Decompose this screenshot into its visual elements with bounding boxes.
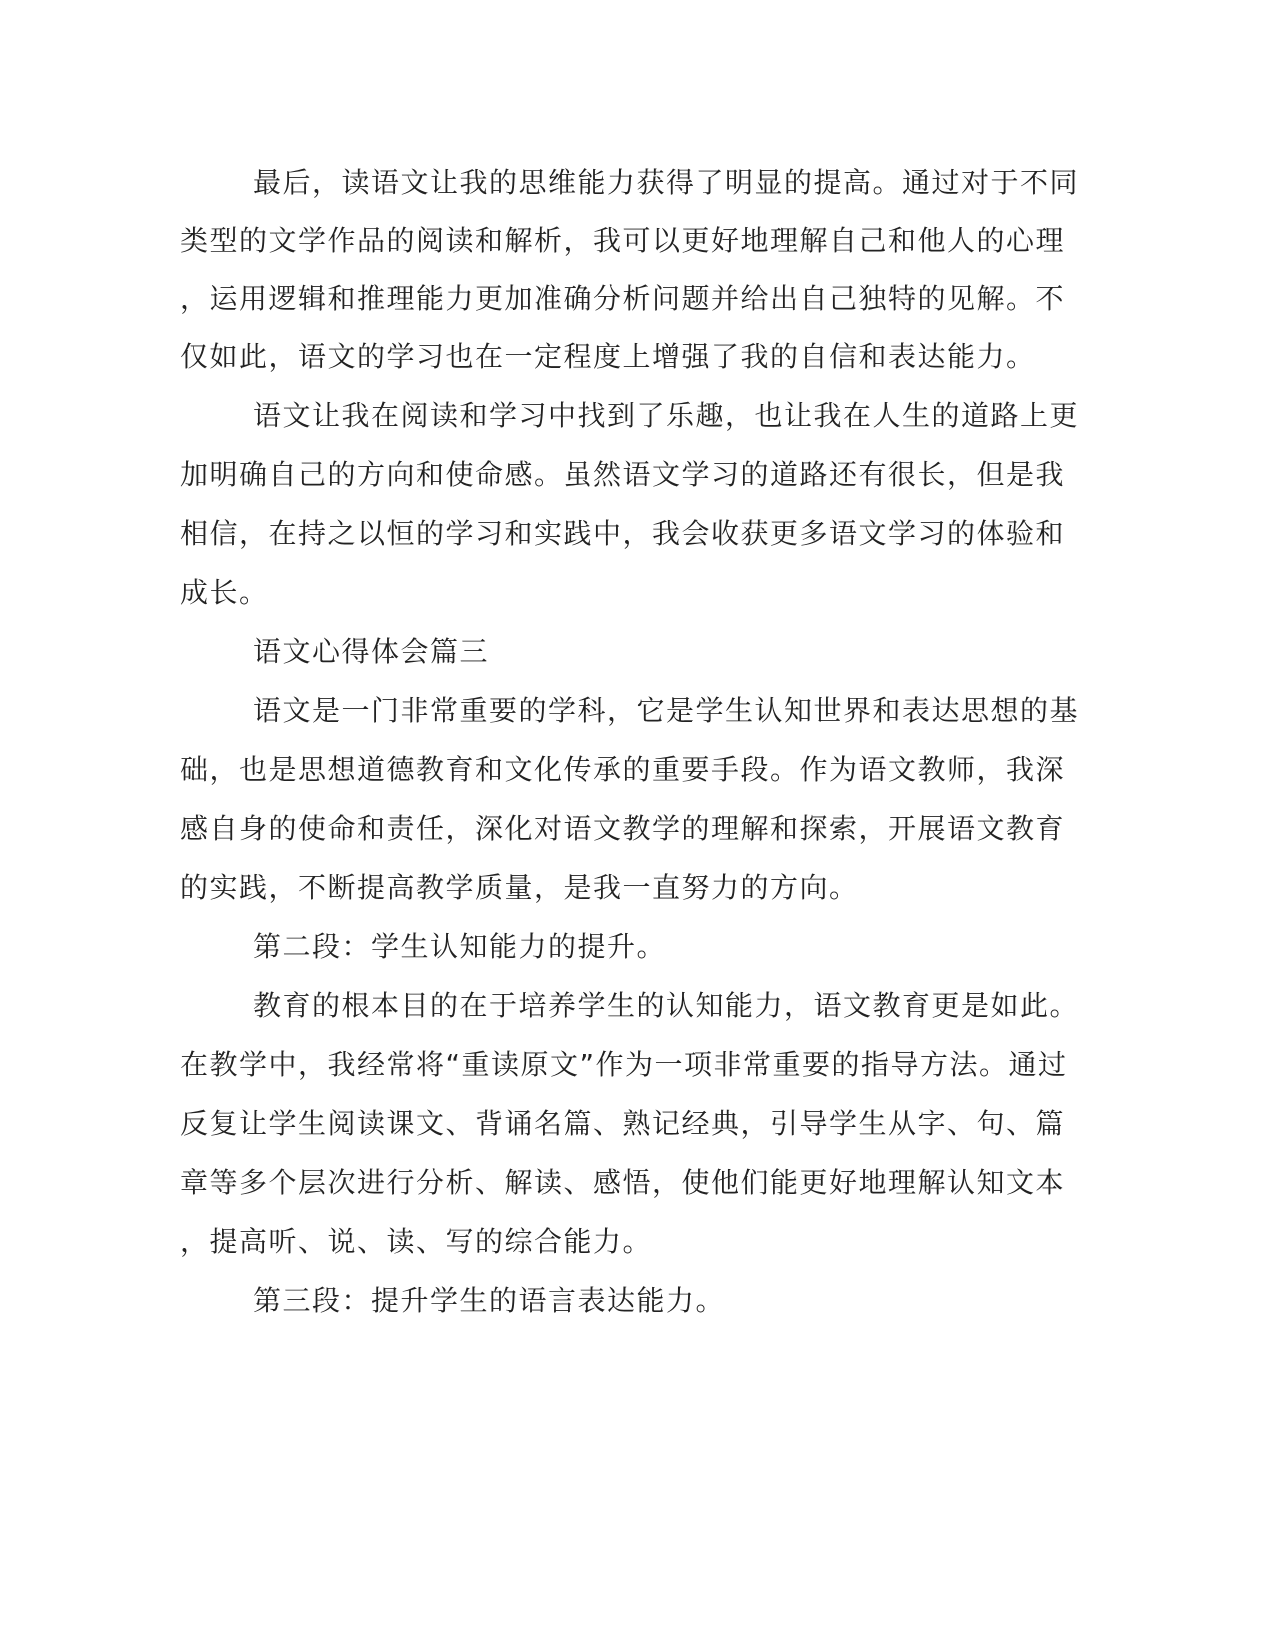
section-heading: 第三段：提升学生的语言表达能力。 <box>253 1284 726 1317</box>
text-line: 的实践，不断提高教学质量，是我一直努力的方向。 <box>180 871 859 904</box>
text-line: 教育的根本目的在于培养学生的认知能力，语文教育更是如此。 <box>253 989 1080 1022</box>
text-line: 章等多个层次进行分析、解读、感悟，使他们能更好地理解认知文本 <box>180 1166 1066 1199</box>
text-line: 语文让我在阅读和学习中找到了乐趣，也让我在人生的道路上更 <box>253 399 1080 432</box>
section-heading: 语文心得体会篇三 <box>253 635 490 668</box>
text-line: ，运用逻辑和推理能力更加准确分析问题并给出自己独特的见解。不 <box>180 282 1066 315</box>
text-line: 最后，读语文让我的思维能力获得了明显的提高。通过对于不同 <box>253 166 1080 199</box>
text-line: 相信，在持之以恒的学习和实践中，我会收获更多语文学习的体验和 <box>180 517 1066 550</box>
text-line: 成长。 <box>180 576 269 609</box>
text-line: 反复让学生阅读课文、背诵名篇、熟记经典，引导学生从字、句、篇 <box>180 1107 1066 1140</box>
section-heading: 第二段：学生认知能力的提升。 <box>253 930 667 963</box>
text-line: ，提高听、说、读、写的综合能力。 <box>180 1225 653 1258</box>
text-line: 感自身的使命和责任，深化对语文教学的理解和探索，开展语文教育 <box>180 812 1066 845</box>
text-line: 在教学中，我经常将“重读原文”作为一项非常重要的指导方法。通过 <box>180 1048 1068 1081</box>
text-line: 础，也是思想道德教育和文化传承的重要手段。作为语文教师，我深 <box>180 753 1066 786</box>
text-line: 类型的文学作品的阅读和解析，我可以更好地理解自己和他人的心理 <box>180 224 1066 257</box>
text-line: 语文是一门非常重要的学科，它是学生认知世界和表达思想的基 <box>253 694 1080 727</box>
text-line: 加明确自己的方向和使命感。虽然语文学习的道路还有很长，但是我 <box>180 458 1066 491</box>
text-line: 仅如此，语文的学习也在一定程度上增强了我的自信和表达能力。 <box>180 340 1036 373</box>
